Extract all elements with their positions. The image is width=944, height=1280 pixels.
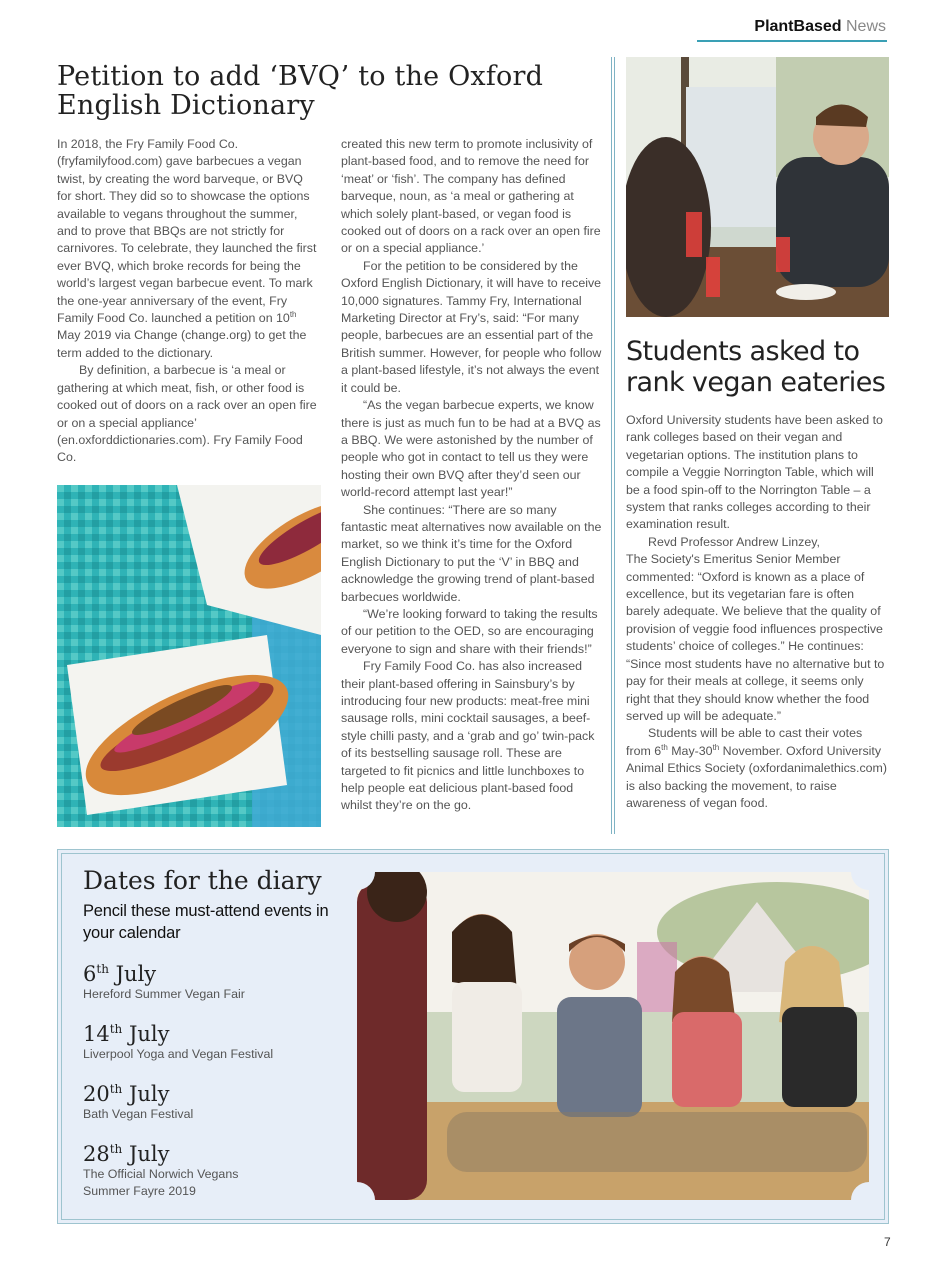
article1-column2	[341, 136, 603, 815]
article1-paragraph: “We’re looking forward to taking the results of our petition to the OED, so are encouraging everyone to sign and share with their friends!”	[341, 606, 598, 656]
page-number: 7	[884, 1235, 891, 1249]
diary-event	[83, 1142, 253, 1200]
event-date: 14th July	[83, 1022, 170, 1046]
event-name: Bath Vegan Festival	[83, 1107, 194, 1121]
article1-paragraph: For the petition to be considered by the Oxford English Dictionary, it will have to receive 10,000 signatures. Tammy Fry, International Marketing Director at Fry’s, said: “For many people, barbecues are an essential part of the British summer. However, for people who follow a plant-based lifestyle, it’s not always the event it could be.	[341, 258, 602, 395]
event-date: 28th July	[83, 1142, 170, 1166]
masthead-brand-light: News	[845, 18, 886, 35]
event-date: 20th July	[83, 1082, 170, 1106]
event-name: Hereford Summer Vegan Fair	[83, 987, 245, 1001]
article1-paragraph: In 2018, the Fry Family Food Co. (fryfamilyfood.com) gave barbecues a vegan twist, by creating the word barveque, or BVQ for short. They did so to showcase the options available to vegans throughout the summer, and to prove that BBQs are not strictly for carnivores. To celebrate, they launched the first ever BVQ, which broke records for being the world’s largest vegan barbecue event. To mark the one-year anniversary of the event, Fry Family Food Co. launched a petition on 10th May 2019 via Change (change.org) to get the term added to the dictionary.	[57, 137, 317, 360]
article2-column	[626, 412, 889, 812]
article2-paragraph: Revd Professor Andrew Linzey,	[648, 534, 820, 549]
article2-title: Students asked to rank vegan eateries	[626, 336, 886, 398]
article2-paragraph: The Society's Emeritus Senior Member commented: “Oxford is known as a place of excellence, but its vegetarian fare is often barely adequate. We believe that the quality of provision of veggie food influences prospective students’ choice of colleges.” He continues: “Since most students have no alternative but to pay for their meals at college, it seems only right that they should know whether the food served up will be adequate.”	[626, 552, 885, 723]
article1-title: Petition to add ‘BVQ’ to the Oxford English Dictionary	[57, 61, 544, 121]
diary-title: Dates for the diary	[83, 866, 322, 895]
masthead	[700, 18, 886, 40]
cafe-photo	[626, 57, 889, 317]
article2-paragraph: Students will be able to cast their votes from 6th May-30th November. Oxford University Animal Ethics Society (oxfordanimalethics.com) is also backing the movement, to raise awareness of vegan food.	[626, 726, 887, 810]
article1-paragraph: created this new term to promote inclusivity of plant-based food, and to remove the need for ‘meat’ or ‘fish’. The company has defined barveque, noun, as ‘a meal or gathering at which solely plant-based, or vegan food is cooked out of doors on a rack over an open fire or on a special appliance.’	[341, 137, 601, 256]
article1-paragraph: “As the vegan barbecue experts, we know there is just as much fun to be had at a BVQ as a BBQ. We were astonished by the number of people who got in contact to tell us they were hosting their own BVQ after they’d seen our world-record attempt last year!”	[341, 398, 601, 500]
event-name: The Official Norwich Vegans Summer Fayre 2019	[83, 1167, 239, 1198]
article1-paragraph: By definition, a barbecue is ‘a meal or gathering at which meat, fish, or other food is cooked out of doors on a rack over an open fire or on a special appliance’ (en.oxforddictionaries.com). Fry Family Food Co.	[57, 363, 317, 465]
event-date: 6th July	[83, 962, 157, 986]
diary-event	[83, 1082, 343, 1123]
article1-paragraph: Fry Family Food Co. has also increased their plant-based offering in Sainsbury’s by introducing four new products: meat-free mini sausage rolls, mini cocktail sausages, a beef-style chilli pasty, and a ‘grab and go’ twin-pack of its bestselling sausage roll. These are targeted to fit picnics and little lunchboxes to help people eat delicious plant-based food whilst they’re on the go.	[341, 659, 595, 813]
diary-event	[83, 1022, 343, 1063]
column-divider	[611, 57, 612, 834]
diary-subtitle: Pencil these must-attend events in your calendar	[83, 902, 329, 942]
masthead-underline	[697, 40, 887, 42]
article1-column1	[57, 136, 319, 467]
diary-event	[83, 962, 343, 1003]
hotdog-photo	[57, 485, 321, 827]
festival-photo	[357, 872, 869, 1200]
column-divider	[614, 57, 615, 834]
article1-paragraph: She continues: “There are so many fantastic meat alternatives now available on the market, so we think it’s time for the Oxford English Dictionary to put the ‘V’ in BBQ and acknowledge the growing trend of plant-based barbecues worldwide.	[341, 502, 602, 604]
article2-paragraph: Oxford University students have been asked to rank colleges based on their vegan and vegetarian options. The institution plans to compile a Veggie Norrington Table, which will be a food spin-off to the Norrington Table – a system that ranks colleges according to their examination result.	[626, 413, 883, 532]
masthead-brand-bold: PlantBased	[754, 18, 842, 35]
event-name: Liverpool Yoga and Vegan Festival	[83, 1047, 274, 1061]
